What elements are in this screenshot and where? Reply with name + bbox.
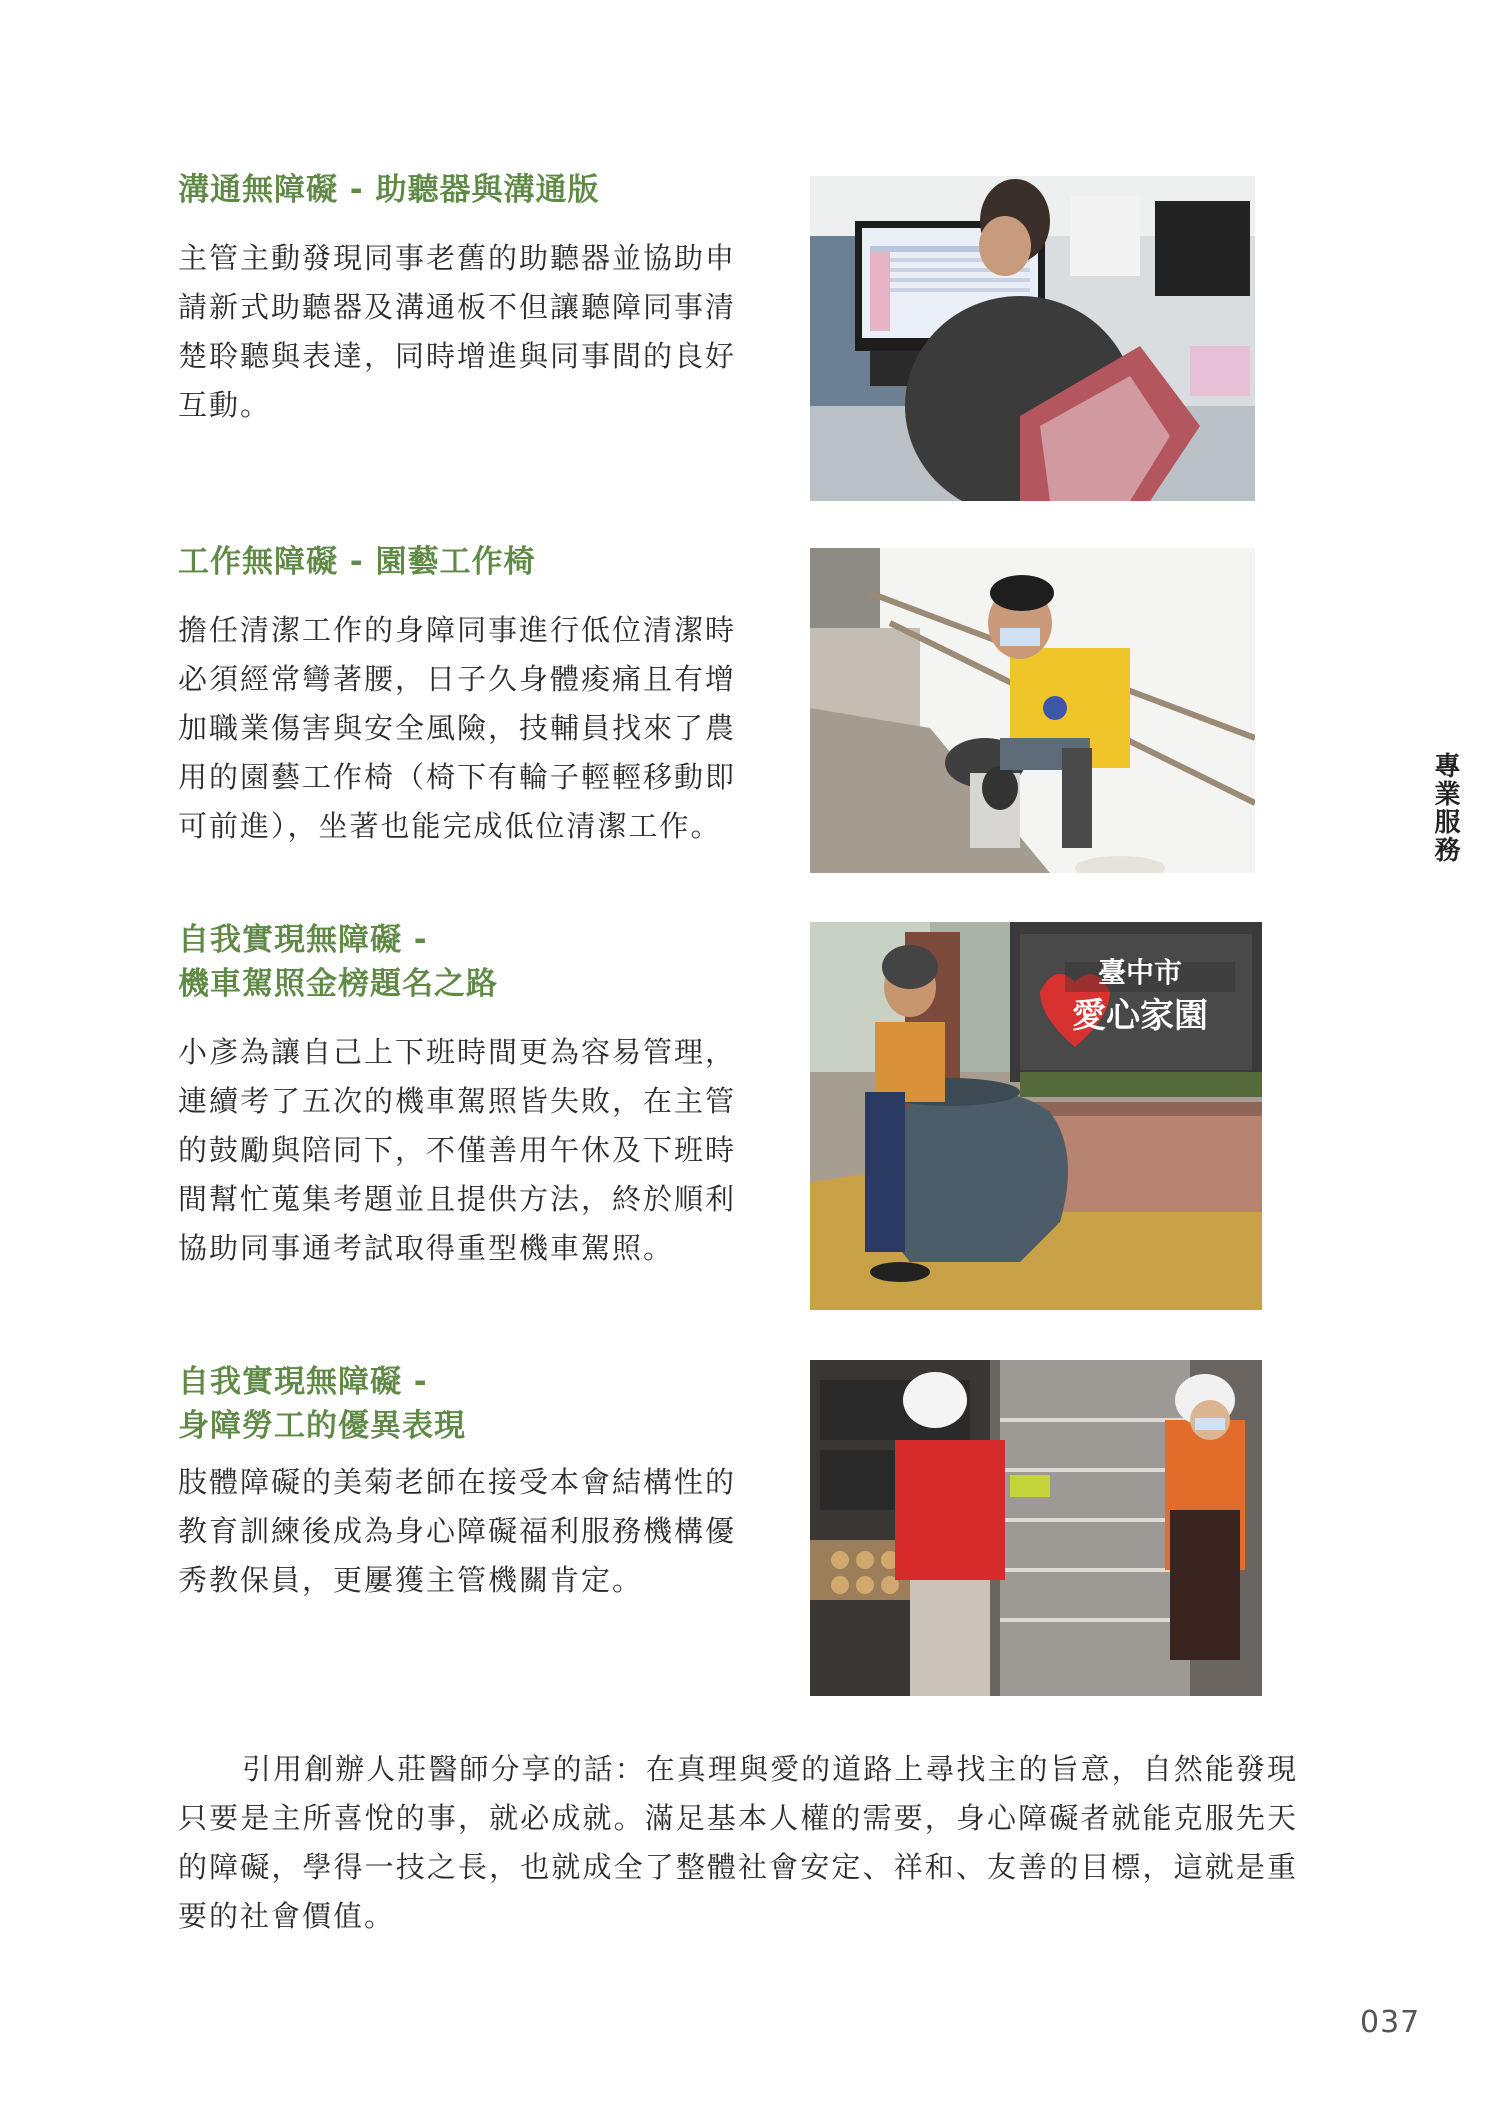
heading-line: 自我實現無障礙 - [178, 1364, 428, 1400]
heading-line: 自我實現無障礙 - [178, 922, 428, 958]
side-tab-label: 專業服務 [1430, 752, 1460, 864]
photo-garden-chair-worker [810, 548, 1255, 873]
section-performance [178, 1360, 758, 1605]
section-body: 小彥為讓自己上下班時間更為容易管理，連續考了五次的機車駕照皆失敗，在主管的鼓勵與陪同下，不僅善用午休及下班時間幫忙蒐集考題並且提供方法，終於順利協助同事通考試取得重型機車駕照。 [178, 1035, 737, 1265]
section-body: 肢體障礙的美菊老師在接受本會結構性的教育訓練後成為身心障礙福利服務機構優秀教保員，更屢獲主管機關肯定。 [178, 1465, 737, 1597]
heading-line: 工作無障礙 - 園藝工作椅 [178, 544, 536, 580]
heading-line: 身障勞工的優異表現 [178, 1408, 466, 1444]
photo-motorcycle-rider [810, 922, 1262, 1310]
section-heading [178, 918, 758, 1006]
section-driving-license [178, 918, 758, 1273]
closing-paragraph: 引用創辦人莊醫師分享的話：在真理與愛的道路上尋找主的旨意，自然能發現只要是主所喜悅的事，就必成就。滿足基本人權的需要，身心障礙者就能克服先天的障礙，學得一技之長，也就成全了整體社會安定、祥和、友善的目標，這就是重要的社會價值。 [178, 1752, 1298, 1933]
page-number: 037 [1360, 2005, 1421, 2040]
section-heading [178, 1360, 758, 1448]
section-heading [178, 540, 758, 584]
heading-line: 溝通無障礙 - 助聽器與溝通版 [178, 172, 600, 208]
heading-line: 機車駕照金榜題名之路 [178, 966, 498, 1002]
section-work [178, 540, 758, 851]
section-body: 主管主動發現同事老舊的助聽器並協助申請新式助聽器及溝通板不但讓聽障同事清楚聆聽與表達，同時增進與同事間的良好互動。 [178, 241, 737, 422]
sign-name-text: 愛心家園 [1072, 996, 1208, 1036]
section-body: 擔任清潔工作的身障同事進行低位清潔時必須經常彎著腰，日子久身體痠痛且有增加職業傷害與安全風險，技輔員找來了農用的園藝工作椅（椅下有輪子輕輕移動即可前進），坐著也能完成低位清潔工作。 [178, 613, 737, 843]
section-heading [178, 168, 758, 212]
photo-office-worker [810, 176, 1255, 501]
sign-city-text: 臺中市 [1097, 956, 1183, 989]
section-communication [178, 168, 758, 430]
photo-bakery-workers [810, 1360, 1262, 1696]
